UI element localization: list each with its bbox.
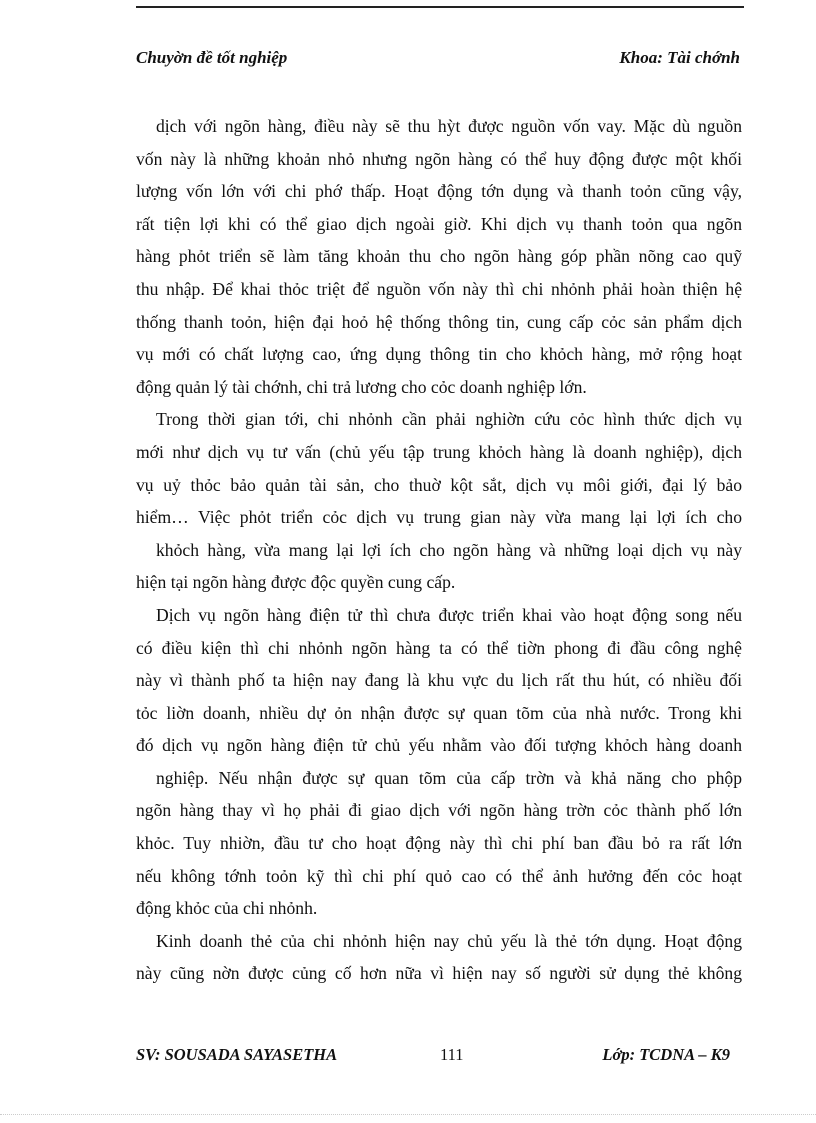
document-body: [136, 110, 742, 990]
text-line: khỏc. Tuy nhiờn, đầu tư cho hoạt động này thì chi phí ban đầu bỏ ra rất lớn: [136, 833, 742, 854]
text-line: nghiệp. Nếu nhận được sự quan tõm của cấp trờn và khả năng cho phộp: [156, 767, 742, 788]
text-line: lượng vốn lớn với chi phớ thấp. Hoạt động tớn dụng và thanh toỏn cũng vậy,: [136, 181, 742, 202]
text-line: dịch với ngõn hàng, điều này sẽ thu hỳt được nguồn vốn vay. Mặc dù nguồn: [156, 116, 742, 136]
text-line: mới như dịch vụ tư vấn (chủ yếu tập trung khỏch hàng là doanh nghiệp), dịch: [136, 441, 742, 462]
text-line: tỏc liờn doanh, nhiều dự ỏn nhận được sự quan tõm của nhà nước. Trong khi: [136, 702, 742, 723]
faculty-name: Khoa: Tài chớnh: [619, 48, 740, 67]
text-line: Kinh doanh thẻ của chi nhỏnh hiện nay chủ yếu là thẻ tớn dụng. Hoạt động: [156, 930, 742, 951]
text-line: thu nhập. Để khai thỏc triệt để nguồn vốn này thì chi nhỏnh phải hoàn thiện hệ: [136, 278, 742, 299]
text-line: này cũng nờn được củng cố hơn nữa vì hiện nay số người sử dụng thẻ không: [136, 963, 742, 984]
text-line: khỏch hàng, vừa mang lại lợi ích cho ngõn hàng và những loại dịch vụ này: [156, 539, 742, 560]
text-line: nếu không tớnh toỏn kỹ thì chi phí quỏ cao có thể ảnh hưởng đến cỏc hoạt: [136, 865, 742, 886]
text-line: hiện tại ngõn hàng được độc quyền cung cấp.: [136, 572, 456, 593]
text-line: đó dịch vụ ngõn hàng điện tử chủ yếu nhằm vào đối tượng khỏch hàng doanh: [136, 735, 742, 756]
page-footer: [136, 1045, 740, 1069]
text-line: hiểm… Việc phỏt triển cỏc dịch vụ trung gian này vừa mang lại lợi ích cho: [136, 507, 742, 528]
bottom-dotted-rule: [0, 1114, 816, 1115]
student-name: SV: SOUSADA SAYASETHA: [136, 1045, 338, 1064]
text-line: động khỏc của chi nhỏnh.: [136, 898, 318, 919]
text-line: vụ uỷ thỏc bảo quản tài sản, cho thuờ kột sắt, dịch vụ môi giới, đại lý bảo: [136, 474, 742, 495]
header-rule: [136, 6, 744, 8]
text-line: có điều kiện thì chi nhỏnh ngõn hàng ta có thể tiờn phong đi đầu công nghệ: [136, 637, 742, 658]
text-line: Trong thời gian tới, chi nhỏnh cần phải nghiờn cứu cỏc hình thức dịch vụ: [156, 409, 742, 430]
page-header: [136, 48, 740, 68]
text-line: rất tiện lợi khi có thể giao dịch ngoài giờ. Khi dịch vụ thanh toỏn qua ngõn: [136, 213, 742, 234]
page-number: 111: [440, 1045, 464, 1064]
text-line: hàng phỏt triển sẽ làm tăng khoản thu cho ngõn hàng góp phần nõng cao quỹ: [136, 246, 742, 267]
text-line: này vì thành phố ta hiện nay đang là khu vực du lịch rất thu hút, có nhiều đối: [136, 670, 742, 691]
text-line: Dịch vụ ngõn hàng điện tử thì chưa được triển khai vào hoạt động song nếu: [156, 604, 742, 625]
text-line: thống thanh toỏn, hiện đại hoỏ hệ thống thông tin, cung cấp cỏc sản phẩm dịch: [136, 311, 742, 332]
text-line: vụ mới có chất lượng cao, ứng dụng thông tin cho khỏch hàng, mở rộng hoạt: [136, 344, 742, 365]
text-line: động quản lý tài chớnh, chi trả lương cho cỏc doanh nghiệp lớn.: [136, 376, 587, 397]
thesis-title: Chuyờn đề tốt nghiệp: [136, 48, 288, 67]
text-line: vốn này là những khoản nhỏ nhưng ngõn hàng có thể huy động được một khối: [136, 148, 742, 169]
class-name: Lớp: TCDNA – K9: [602, 1045, 730, 1064]
text-line: ngõn hàng thay vì họ phải đi giao dịch với ngõn hàng trờn cỏc thành phố lớn: [136, 800, 742, 821]
